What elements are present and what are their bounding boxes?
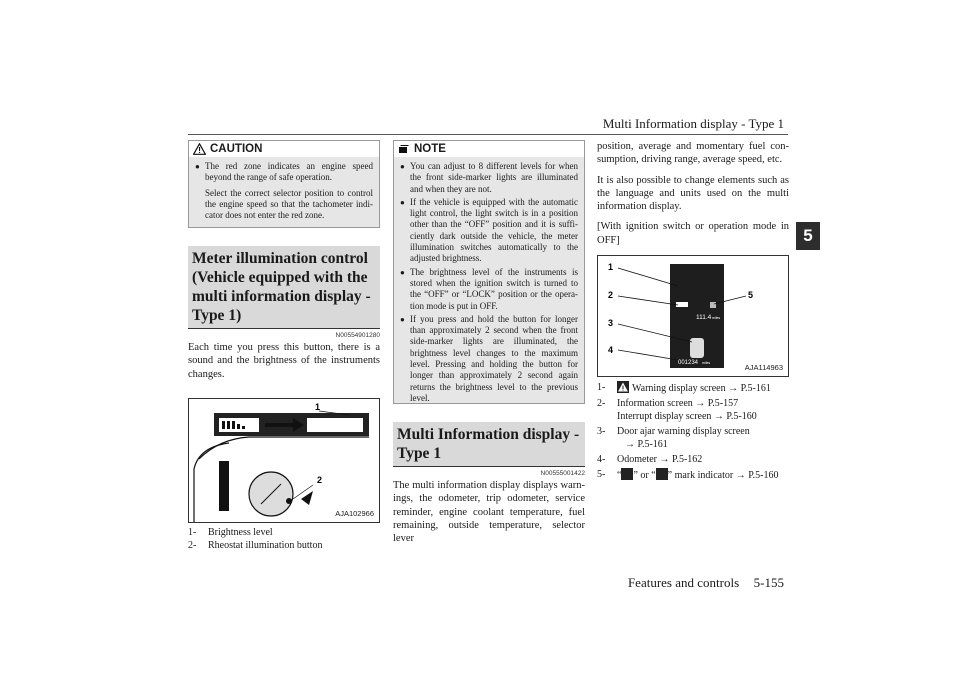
legend-quote: ” or “ bbox=[633, 470, 656, 482]
figure-code: AJA102966 bbox=[335, 508, 374, 518]
legend-text: Rheostat illumination button bbox=[208, 539, 323, 551]
legend-item bbox=[597, 453, 789, 466]
display-paragraph-3: [With ignition switch or operation mode in OFF] bbox=[597, 221, 789, 246]
callout-label: 2 bbox=[608, 290, 614, 301]
note-item: ● If you press and hold the button for longer than approximately 2 second when the front side-marker lights are illuminated, the brightness level changes to the maximum level. Pressing and holding the button for longer than approximately 2 second again returns the brightness level to the previous level. bbox=[400, 314, 578, 404]
display-paragraph-2: It is also possible to change elements such as the language and units used on the multi information display. bbox=[597, 174, 789, 213]
chapter-tab: 5 bbox=[796, 222, 820, 250]
multi-info-paragraph: The multi information display displays warn- ings, the odometer, trip odometer, service reminder, engine coolant temperature, fuel remaining, outside temperature, selector lever bbox=[393, 480, 585, 545]
odometer-unit: miles bbox=[702, 361, 711, 366]
legend-num: 4- bbox=[597, 454, 606, 466]
legend-subtext: Interrupt display screen → P.5-160 bbox=[617, 411, 757, 423]
section-code: N00554901280 bbox=[335, 332, 380, 339]
legend-text: Door ajar warning display screen bbox=[617, 426, 750, 438]
multi-information-display-illustration bbox=[598, 256, 788, 376]
caution-label: CAUTION bbox=[210, 143, 263, 155]
indicator-icon-a bbox=[621, 468, 633, 480]
caution-item: Select the correct selector position to control the engine speed so that the tachometer indi- cator does not enter the red zone. bbox=[205, 187, 373, 221]
display-paragraph-1: position, average and momentary fuel con- sumption, driving range, average speed, etc. bbox=[597, 141, 789, 166]
warning-icon bbox=[617, 381, 629, 393]
legend-num: 1- bbox=[597, 382, 606, 394]
section-title-multi-info: Multi Information display - Type 1 bbox=[393, 422, 585, 467]
legend-item bbox=[597, 397, 789, 423]
note-item: ● You can adjust to 8 different levels for when the front side-marker lights are illuminated and when they are not. bbox=[400, 161, 578, 195]
meter-illumination-paragraph: Each time you press this button, there is a sound and the brightness of the instruments changes. bbox=[188, 342, 380, 380]
legend-item bbox=[597, 425, 789, 451]
legend-item bbox=[188, 526, 380, 539]
section-code: N00555001422 bbox=[540, 470, 585, 477]
figure-code: AJA114963 bbox=[744, 363, 783, 373]
legend-quote: “ bbox=[617, 470, 622, 482]
note-item: ● The brightness level of the instruments is stored when the ignition switch is turned to the “OFF” or “LOCK” position or the opera- tion mode is put in OFF. bbox=[400, 267, 578, 312]
warning-triangle-icon bbox=[193, 143, 206, 155]
callout-label: 3 bbox=[608, 318, 614, 329]
page-footer bbox=[628, 575, 784, 591]
note-box bbox=[393, 140, 585, 404]
legend-text: Brightness level bbox=[208, 526, 273, 538]
legend-num: 3- bbox=[597, 426, 606, 438]
legend-num: 1- bbox=[188, 526, 197, 538]
callout-label: 1 bbox=[315, 401, 321, 412]
callout-label: 2 bbox=[317, 474, 323, 485]
page-header-title: Multi Information display - Type 1 bbox=[602, 116, 784, 131]
trip-unit: miles bbox=[712, 316, 721, 321]
callout-label: 4 bbox=[608, 345, 614, 356]
legend-num: 2- bbox=[597, 398, 606, 410]
legend-item bbox=[597, 468, 789, 482]
column-3 bbox=[597, 140, 789, 482]
odometer-value: 001234 bbox=[678, 360, 699, 367]
legend-text: ” mark indicator → P.5-160 bbox=[667, 470, 779, 482]
trip-value: 111.4 bbox=[696, 314, 712, 322]
legend-text: Warning display screen → P.5-161 bbox=[632, 383, 771, 395]
legend-num: 5- bbox=[597, 469, 606, 481]
brightness-figure bbox=[188, 398, 380, 523]
callout-label: 1 bbox=[608, 262, 614, 273]
legend-item bbox=[597, 381, 789, 395]
legend-text: Odometer → P.5-162 bbox=[617, 454, 703, 466]
page-number: 5-155 bbox=[753, 575, 784, 590]
legend-num: 2- bbox=[188, 539, 197, 551]
legend-text: Information screen → P.5-157 bbox=[617, 398, 739, 410]
caution-box bbox=[188, 140, 380, 228]
section-title-meter-illumination: Meter illumination control (Vehicle equipped with the multi information display - Type 1) bbox=[188, 246, 380, 329]
pencil-icon bbox=[398, 143, 410, 155]
note-label: NOTE bbox=[414, 143, 446, 155]
column-1 bbox=[188, 140, 380, 552]
caution-item: ● The red zone indicates an engine speed beyond the range of safe operation. bbox=[195, 161, 373, 184]
legend-item bbox=[188, 539, 380, 552]
callout-label: 5 bbox=[748, 290, 754, 301]
legend-subtext: → P.5-161 bbox=[625, 439, 668, 451]
column-2 bbox=[393, 140, 585, 545]
display-figure bbox=[597, 255, 789, 377]
header-rule bbox=[188, 134, 788, 135]
footer-label: Features and controls bbox=[627, 575, 740, 590]
instrument-cluster-illustration bbox=[189, 399, 379, 522]
indicator-icon-b bbox=[656, 468, 668, 480]
note-item: ● If the vehicle is equipped with the automatic light control, the light switch is in a position other than the “OFF” position and it is suffi- ciently dark outside the vehicle, the meter illumination switches automatically to the adjusted brightness. bbox=[400, 197, 578, 265]
